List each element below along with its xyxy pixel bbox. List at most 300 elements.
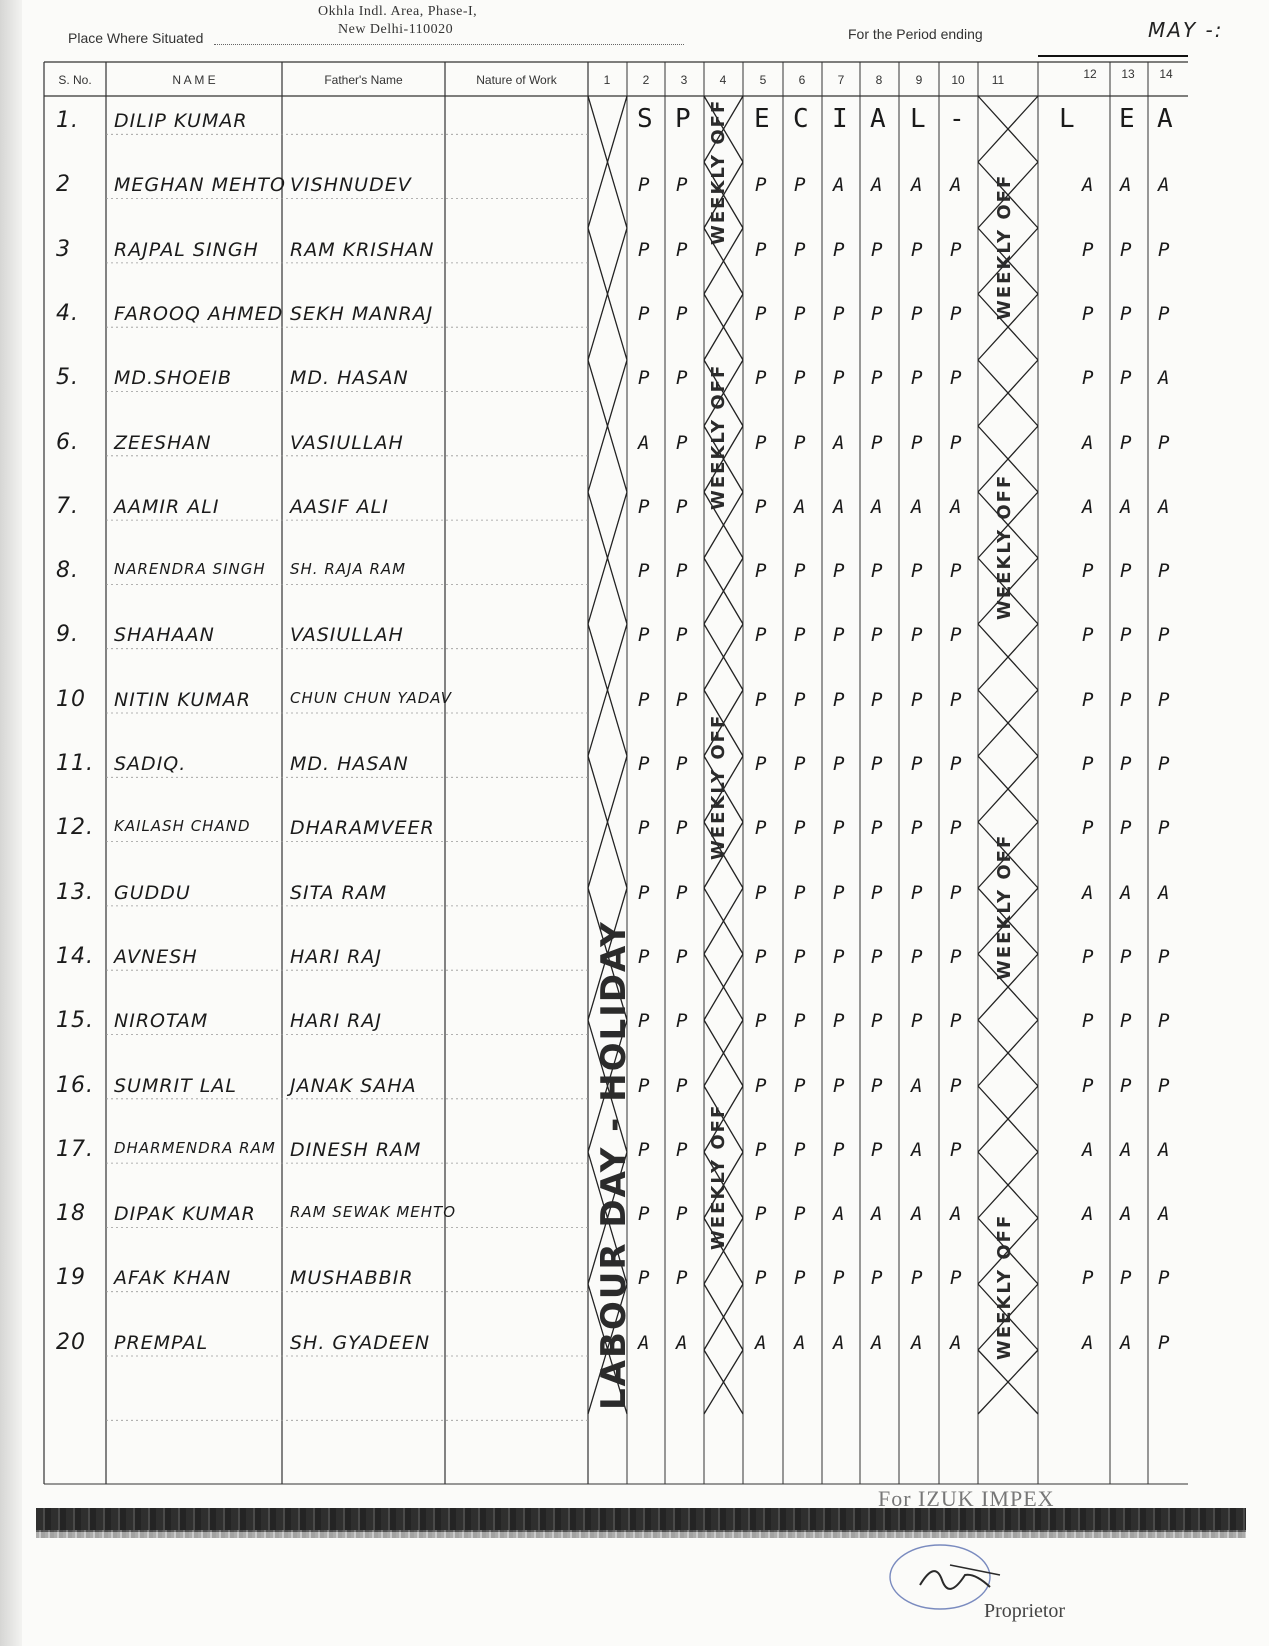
attendance-mark: P <box>871 945 883 968</box>
attendance-mark: P <box>1082 367 1094 390</box>
attendance-mark: A <box>1158 881 1170 904</box>
attendance-mark: P <box>871 688 883 711</box>
attendance-mark: P <box>911 881 923 904</box>
row-sno: 1. <box>56 108 79 133</box>
attendance-mark: P <box>755 881 767 904</box>
row-father-name: MD. HASAN <box>290 753 409 775</box>
attendance-mark: P <box>871 302 883 325</box>
row-father-name: DINESH RAM <box>290 1138 422 1161</box>
attendance-mark: P <box>950 817 962 840</box>
attendance-mark: P <box>1158 238 1170 261</box>
day-header-7: 7 <box>837 73 845 87</box>
attendance-mark: P <box>676 431 688 454</box>
attendance-mark: P <box>755 945 767 968</box>
attendance-mark: P <box>911 367 923 390</box>
row-father-name: SITA RAM <box>290 881 388 904</box>
attendance-mark: P <box>676 495 688 518</box>
attendance-mark: A <box>1158 367 1170 390</box>
attendance-mark: P <box>794 1010 806 1033</box>
weekly-off-stamp: WEEKLY OFF <box>994 473 1015 620</box>
attendance-mark: P <box>833 945 845 968</box>
attendance-mark: P <box>1082 1074 1094 1097</box>
attendance-mark: P <box>871 624 883 647</box>
attendance-mark: P <box>638 238 650 261</box>
attendance-mark: P <box>794 624 806 647</box>
attendance-mark: P <box>833 1267 845 1290</box>
attendance-mark: P <box>911 560 923 583</box>
special-leave-letter: L <box>1059 104 1075 134</box>
attendance-mark: P <box>1158 688 1170 711</box>
attendance-mark: P <box>794 817 806 840</box>
attendance-mark: P <box>911 1267 923 1290</box>
row-father-name: SEKH MANRAJ <box>290 302 434 325</box>
attendance-mark: A <box>1120 1331 1132 1354</box>
attendance-mark: P <box>638 688 650 711</box>
row-sno: 12. <box>56 815 94 841</box>
attendance-mark: A <box>833 431 845 454</box>
col-father-header: Father's Name <box>324 73 403 87</box>
row-name: AAMIR ALI <box>114 495 220 518</box>
attendance-mark: P <box>676 1267 688 1290</box>
attendance-mark: A <box>833 1203 845 1226</box>
row-name: PREMPAL <box>114 1331 209 1354</box>
attendance-mark: A <box>950 1331 962 1354</box>
attendance-mark: A <box>911 1203 923 1226</box>
attendance-mark: P <box>1158 1074 1170 1097</box>
attendance-mark: P <box>1082 688 1094 711</box>
row-name: DILIP KUMAR <box>114 110 248 132</box>
attendance-mark: P <box>676 367 688 390</box>
row-sno: 16. <box>56 1072 94 1098</box>
attendance-mark: A <box>871 1331 883 1354</box>
attendance-mark: A <box>950 174 962 197</box>
row-sno: 7. <box>56 493 79 519</box>
attendance-mark: P <box>911 945 923 968</box>
attendance-mark: A <box>1082 431 1094 454</box>
row-father-name: MD. HASAN <box>290 367 409 390</box>
attendance-mark: P <box>676 1138 688 1161</box>
attendance-mark: P <box>911 302 923 325</box>
row-name: AVNESH <box>114 945 198 968</box>
attendance-mark: A <box>871 174 883 197</box>
attendance-mark: P <box>638 1010 650 1033</box>
special-leave-letter: A <box>1157 104 1173 134</box>
firm-name: For IZUK IMPEX <box>878 1486 1055 1511</box>
attendance-mark: P <box>950 367 962 390</box>
row-father-name: DHARAMVEER <box>290 817 435 840</box>
col-work-header: Nature of Work <box>476 73 557 87</box>
attendance-mark: P <box>676 817 688 840</box>
attendance-mark: P <box>1082 624 1094 647</box>
row-name: NIROTAM <box>114 1010 209 1033</box>
attendance-mark: P <box>833 624 845 647</box>
day-header-2: 2 <box>642 73 650 87</box>
attendance-mark: P <box>755 624 767 647</box>
row-sno: 9. <box>56 622 79 648</box>
attendance-mark: P <box>676 881 688 904</box>
attendance-mark: P <box>833 238 845 261</box>
scan-shadow-bar-lower <box>36 1530 1246 1538</box>
row-sno: 11. <box>56 751 94 776</box>
row-name: ZEESHAN <box>114 431 212 454</box>
attendance-mark: P <box>1158 431 1170 454</box>
row-father-name: VISHNUDEV <box>290 174 412 197</box>
attendance-mark: P <box>1082 945 1094 968</box>
row-name: SADIQ. <box>114 753 187 775</box>
attendance-mark: P <box>950 560 962 583</box>
row-father-name: HARI RAJ <box>290 945 382 968</box>
attendance-mark: P <box>755 431 767 454</box>
weekly-off-stamp: WEEKLY OFF <box>708 363 729 510</box>
attendance-mark: A <box>638 431 650 454</box>
attendance-mark: P <box>755 753 767 775</box>
attendance-mark: P <box>950 302 962 325</box>
attendance-mark: A <box>1120 881 1132 904</box>
day-header-3: 3 <box>680 73 688 87</box>
weekly-off-stamp: WEEKLY OFF <box>994 1213 1015 1360</box>
attendance-mark: P <box>1120 1010 1132 1033</box>
row-father-name: RAM KRISHAN <box>290 238 435 261</box>
attendance-mark: P <box>755 495 767 518</box>
attendance-mark: A <box>1082 1331 1094 1354</box>
attendance-mark: P <box>794 1138 806 1161</box>
attendance-mark: P <box>755 302 767 325</box>
row-sno: 13. <box>56 879 94 905</box>
attendance-mark: P <box>638 1074 650 1097</box>
row-father-name: CHUN CHUN YADAV <box>290 688 453 707</box>
labour-day-holiday-label: LABOUR DAY - HOLIDAY <box>594 920 634 1410</box>
attendance-mark: P <box>755 688 767 711</box>
row-father-name: JANAK SAHA <box>290 1074 417 1097</box>
attendance-mark: A <box>1158 495 1170 518</box>
attendance-mark: P <box>911 1010 923 1033</box>
attendance-mark: P <box>1120 945 1132 968</box>
row-name: AFAK KHAN <box>114 1267 232 1290</box>
attendance-mark: P <box>1120 367 1132 390</box>
day-header-13: 13 <box>1121 67 1135 81</box>
attendance-mark: P <box>950 1010 962 1033</box>
attendance-mark: P <box>794 753 806 775</box>
attendance-mark: P <box>1158 753 1170 775</box>
attendance-mark: P <box>1120 753 1132 775</box>
row-sno: 5. <box>56 365 79 391</box>
attendance-mark: P <box>638 495 650 518</box>
attendance-mark: P <box>1120 688 1132 711</box>
special-leave-letter: - <box>949 104 965 134</box>
attendance-mark: P <box>911 753 923 775</box>
attendance-mark: P <box>1082 560 1094 583</box>
attendance-mark: P <box>676 560 688 583</box>
place-line2: New Delhi-110020 <box>338 22 454 37</box>
attendance-mark: P <box>871 367 883 390</box>
attendance-mark: A <box>1158 174 1170 197</box>
attendance-mark: P <box>755 1074 767 1097</box>
row-name: DIPAK KUMAR <box>114 1203 256 1226</box>
attendance-mark: A <box>1082 1203 1094 1226</box>
attendance-mark: P <box>1082 1267 1094 1290</box>
special-leave-letter: E <box>1119 104 1135 134</box>
attendance-mark: A <box>1082 495 1094 518</box>
day-header-4: 4 <box>719 73 727 87</box>
attendance-mark: P <box>1082 817 1094 840</box>
attendance-mark: P <box>1120 560 1132 583</box>
attendance-mark: P <box>794 560 806 583</box>
attendance-mark: P <box>794 881 806 904</box>
day-header-5: 5 <box>759 73 767 87</box>
attendance-mark: P <box>833 1010 845 1033</box>
attendance-mark: P <box>794 945 806 968</box>
row-sno: 19 <box>56 1265 86 1291</box>
row-father-name: AASIF ALI <box>290 495 389 518</box>
row-father-name: VASIULLAH <box>290 431 404 454</box>
row-father-name: SH. GYADEEN <box>290 1331 431 1354</box>
attendance-mark: A <box>911 1331 923 1354</box>
attendance-mark: P <box>676 753 688 775</box>
attendance-mark: P <box>871 1074 883 1097</box>
attendance-mark: P <box>638 1267 650 1290</box>
attendance-mark: A <box>950 495 962 518</box>
col-name-header: N A M E <box>172 73 216 87</box>
attendance-mark: P <box>794 302 806 325</box>
row-name: SHAHAAN <box>114 624 215 647</box>
attendance-mark: A <box>1120 174 1132 197</box>
attendance-mark: P <box>1158 1010 1170 1033</box>
row-name: MEGHAN MEHTO <box>114 174 286 197</box>
day-header-12: 12 <box>1083 67 1097 81</box>
attendance-mark: P <box>794 174 806 197</box>
attendance-mark: P <box>833 881 845 904</box>
attendance-mark: P <box>911 431 923 454</box>
attendance-mark: A <box>638 1331 650 1354</box>
attendance-mark: P <box>755 238 767 261</box>
attendance-mark: P <box>833 1138 845 1161</box>
weekly-off-stamp: WEEKLY OFF <box>994 173 1015 320</box>
attendance-mark: P <box>911 688 923 711</box>
attendance-mark: P <box>950 238 962 261</box>
attendance-mark: P <box>833 560 845 583</box>
attendance-mark: P <box>794 1074 806 1097</box>
attendance-mark: P <box>676 688 688 711</box>
row-sno: 8. <box>56 558 79 584</box>
attendance-mark: P <box>1082 238 1094 261</box>
place-line1: Okhla Indl. Area, Phase-I, <box>318 4 478 19</box>
attendance-mark: P <box>950 688 962 711</box>
attendance-mark: P <box>755 560 767 583</box>
attendance-mark: P <box>755 174 767 197</box>
attendance-mark: P <box>871 753 883 775</box>
attendance-mark: A <box>794 495 806 518</box>
attendance-mark: P <box>755 1138 767 1161</box>
attendance-mark: P <box>871 1010 883 1033</box>
weekly-off-stamp: WEEKLY OFF <box>708 98 729 245</box>
attendance-mark: A <box>794 1331 806 1354</box>
attendance-mark: P <box>871 560 883 583</box>
attendance-mark: P <box>794 1267 806 1290</box>
attendance-mark: P <box>755 367 767 390</box>
attendance-mark: P <box>638 881 650 904</box>
row-father-name: SH. RAJA RAM <box>290 560 407 579</box>
attendance-mark: P <box>833 1074 845 1097</box>
weekly-off-stamp: WEEKLY OFF <box>994 833 1015 980</box>
attendance-mark: P <box>911 624 923 647</box>
attendance-mark: P <box>871 881 883 904</box>
attendance-mark: P <box>1158 560 1170 583</box>
attendance-mark: P <box>833 302 845 325</box>
row-sno: 2 <box>56 172 71 198</box>
proprietor-label: Proprietor <box>984 1600 1066 1622</box>
attendance-mark: A <box>833 174 845 197</box>
period-value: MAY -: <box>1148 18 1224 42</box>
attendance-mark: P <box>1158 1331 1170 1354</box>
place-label: Place Where Situated <box>68 30 204 46</box>
day-header-14: 14 <box>1159 67 1173 81</box>
attendance-mark: P <box>911 817 923 840</box>
attendance-mark: P <box>755 1203 767 1226</box>
attendance-mark: P <box>1120 817 1132 840</box>
attendance-mark: P <box>1158 945 1170 968</box>
day-header-9: 9 <box>915 73 923 87</box>
special-leave-letter: A <box>870 104 886 134</box>
attendance-mark: P <box>794 431 806 454</box>
attendance-mark: P <box>833 367 845 390</box>
attendance-mark: P <box>1120 1074 1132 1097</box>
attendance-mark: P <box>871 431 883 454</box>
special-leave-letter: I <box>832 104 848 134</box>
attendance-mark: P <box>1158 817 1170 840</box>
attendance-mark: P <box>638 174 650 197</box>
attendance-mark: P <box>755 1010 767 1033</box>
day-header-10: 10 <box>951 73 965 87</box>
attendance-mark: A <box>833 1331 845 1354</box>
attendance-mark: P <box>833 688 845 711</box>
attendance-mark: P <box>676 1074 688 1097</box>
attendance-mark: A <box>871 495 883 518</box>
attendance-mark: A <box>676 1331 688 1354</box>
attendance-mark: P <box>794 688 806 711</box>
attendance-mark: P <box>1120 238 1132 261</box>
row-sno: 6. <box>56 429 79 455</box>
day-header-11: 11 <box>991 73 1005 87</box>
row-name: NITIN KUMAR <box>114 688 251 711</box>
attendance-mark: P <box>950 1267 962 1290</box>
attendance-mark: P <box>638 753 650 775</box>
attendance-mark: P <box>794 367 806 390</box>
attendance-mark: P <box>638 1203 650 1226</box>
attendance-mark: P <box>871 238 883 261</box>
day-header-6: 6 <box>798 73 806 87</box>
row-father-name: VASIULLAH <box>290 624 404 647</box>
attendance-mark: P <box>794 1203 806 1226</box>
attendance-mark: P <box>833 753 845 775</box>
row-sno: 20 <box>56 1329 86 1355</box>
attendance-mark: A <box>911 495 923 518</box>
attendance-mark: P <box>1082 302 1094 325</box>
attendance-mark: P <box>950 1138 962 1161</box>
period-label: For the Period ending <box>848 26 983 42</box>
attendance-mark: P <box>676 945 688 968</box>
special-leave-letter: E <box>754 104 770 134</box>
attendance-mark: P <box>950 624 962 647</box>
row-sno: 18 <box>56 1201 86 1227</box>
row-father-name: RAM SEWAK MEHTO <box>290 1203 457 1222</box>
weekly-off-stamp: WEEKLY OFF <box>708 713 729 860</box>
row-sno: 15. <box>56 1008 94 1034</box>
attendance-mark: A <box>911 174 923 197</box>
attendance-mark: P <box>638 367 650 390</box>
attendance-mark: P <box>755 1267 767 1290</box>
attendance-mark: P <box>676 174 688 197</box>
attendance-mark: P <box>950 753 962 775</box>
attendance-mark: P <box>1082 753 1094 775</box>
special-leave-letter: C <box>793 104 809 134</box>
row-name: FAROOQ AHMED <box>114 302 284 325</box>
attendance-mark: P <box>676 624 688 647</box>
attendance-mark: P <box>638 945 650 968</box>
attendance-mark: P <box>638 624 650 647</box>
attendance-mark: P <box>638 817 650 840</box>
weekly-off-stamp: WEEKLY OFF <box>708 1103 729 1250</box>
attendance-mark: A <box>950 1203 962 1226</box>
attendance-mark: P <box>1120 302 1132 325</box>
attendance-mark: A <box>911 1138 923 1161</box>
attendance-mark: P <box>871 1267 883 1290</box>
attendance-mark: P <box>833 817 845 840</box>
row-name: DHARMENDRA RAM <box>114 1138 276 1157</box>
attendance-mark: P <box>871 1138 883 1161</box>
attendance-mark: P <box>911 238 923 261</box>
attendance-mark: P <box>755 817 767 840</box>
row-sno: 4. <box>56 300 79 326</box>
attendance-mark: P <box>950 1074 962 1097</box>
row-name: RAJPAL SINGH <box>114 238 259 261</box>
attendance-mark: A <box>1158 1203 1170 1226</box>
attendance-mark: P <box>638 560 650 583</box>
special-leave-letter: P <box>675 104 691 134</box>
attendance-mark: P <box>676 238 688 261</box>
row-sno: 10 <box>56 686 86 712</box>
day-header-8: 8 <box>875 73 883 87</box>
row-name: GUDDU <box>114 881 191 904</box>
attendance-mark: P <box>1120 431 1132 454</box>
attendance-mark: A <box>911 1074 923 1097</box>
special-leave-letter: S <box>637 104 653 134</box>
row-father-name: HARI RAJ <box>290 1010 382 1033</box>
attendance-mark: P <box>676 1010 688 1033</box>
attendance-mark: A <box>1120 1203 1132 1226</box>
attendance-mark: P <box>871 817 883 840</box>
special-leave-letter: L <box>910 104 926 134</box>
row-name: SUMRIT LAL <box>114 1074 237 1097</box>
attendance-mark: P <box>950 431 962 454</box>
attendance-mark: A <box>755 1331 767 1354</box>
attendance-mark: P <box>638 302 650 325</box>
attendance-mark: A <box>1120 495 1132 518</box>
attendance-mark: P <box>1158 624 1170 647</box>
attendance-mark: A <box>1120 1138 1132 1161</box>
attendance-mark: P <box>1158 302 1170 325</box>
attendance-mark: A <box>871 1203 883 1226</box>
attendance-mark: A <box>1158 1138 1170 1161</box>
attendance-mark: P <box>676 302 688 325</box>
row-name: KAILASH CHAND <box>114 817 251 836</box>
row-sno: 3 <box>56 236 71 262</box>
attendance-mark: P <box>794 238 806 261</box>
attendance-mark: A <box>833 495 845 518</box>
attendance-mark: P <box>1082 1010 1094 1033</box>
attendance-mark: P <box>638 1138 650 1161</box>
attendance-mark: A <box>1082 1138 1094 1161</box>
attendance-mark: A <box>1082 174 1094 197</box>
